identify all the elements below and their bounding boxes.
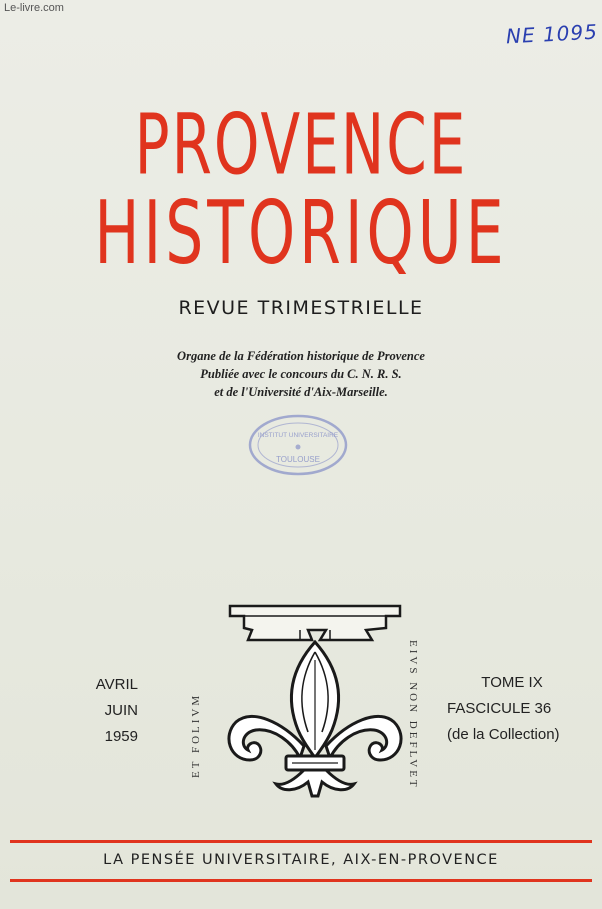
volume-block [447, 670, 587, 748]
title-line-2: HISTORIQUE [94, 183, 508, 285]
motto-left: ET FOLIVM [190, 692, 202, 778]
title-line-1: PROVENCE [134, 95, 468, 194]
red-rule-top [10, 840, 592, 843]
red-rule-bottom [10, 879, 592, 882]
organ-line-1: Organe de la Fédération historique de Provence [177, 349, 425, 363]
fleur-de-lis-emblem-icon [200, 600, 430, 820]
watermark: Le-livre.com [4, 2, 64, 14]
volume-fascicule: FASCICULE 36 [447, 700, 552, 717]
motto-right: EIVS NON DEFLVET [407, 640, 419, 790]
volume-tome: TOME IX [481, 674, 543, 691]
date-year: 1959 [104, 728, 138, 745]
handwritten-note: NE 1095 [505, 19, 599, 49]
subtitle: REVUE TRIMESTRIELLE [178, 297, 424, 319]
library-stamp [246, 412, 350, 478]
date-month-2: JUIN [104, 702, 138, 719]
date-block [88, 672, 148, 750]
stamp-bottom-text: TOULOUSE [276, 455, 320, 464]
organ-line-3: et de l'Université d'Aix-Marseille. [214, 385, 388, 399]
publisher-line: LA PENSÉE UNIVERSITAIRE, AIX-EN-PROVENCE [103, 852, 499, 868]
organ-line-2: Publiée avec le concours du C. N. R. S. [200, 367, 402, 381]
date-month-1: AVRIL [95, 676, 138, 693]
stamp-top-text: INSTITUT UNIVERSITAIRE [257, 432, 339, 439]
volume-collection: (de la Collection) [447, 726, 560, 743]
organ-statement [0, 347, 602, 401]
